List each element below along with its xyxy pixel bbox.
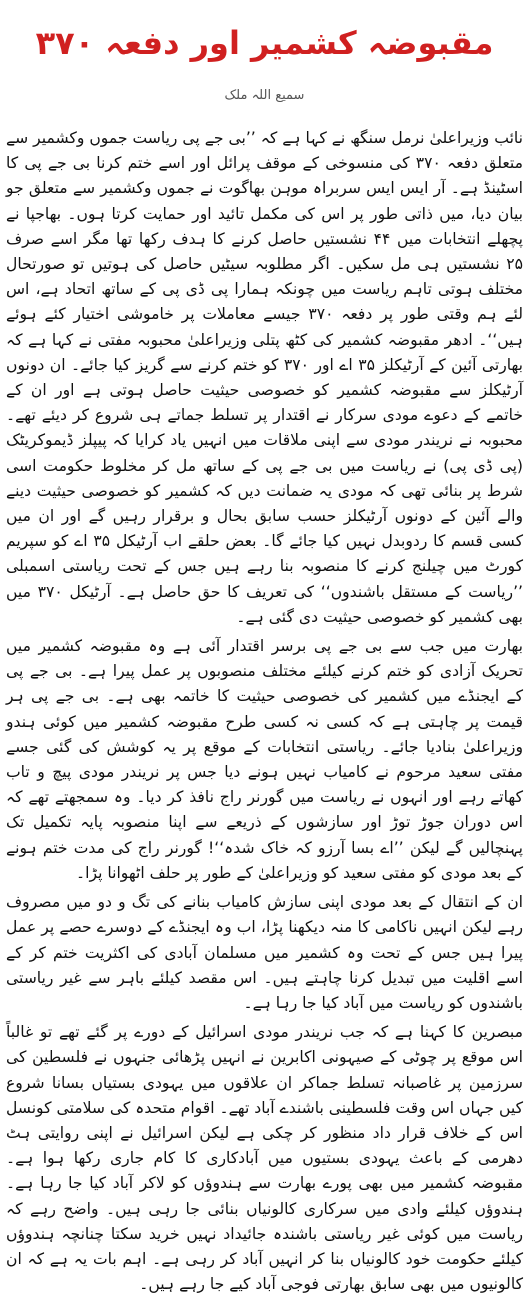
- article-paragraph: مبصرین کا کہنا ہے کہ جب نریندر مودی اسرائیل کے دورے پر گئے تھے تو غالباً اس موقع پر چوٹی کے صیہونی اکابرین نے انہیں پڑھائی جنہوں نے فلسطین کی سرزمین پر غاصبانہ تسلط جماکر ان علاقوں میں یہودی بستیاں بسانا شروع کیں جہاں اس وقت فلسطینی باشندے آباد تھے۔ اقوام متحدہ کی سلامتی کونسل اس کے خلاف قرار داد منظور کر چکی ہے لیکن اسرائیل نے اپنی روایتی ہٹ دھرمی کے باعث یہودی بستیوں میں آبادکاری کا کام جاری رکھا ہوا ہے۔ مقبوضہ کشمیر میں بھی پورے بھارت سے ہندوؤں کو لاکر آباد کیا جا رہا ہے۔ ہندوؤں کیلئے وادی میں سرکاری کالونیاں بنائی جا رہی ہیں۔ واضح رہے کہ ریاست میں کوئی غیر ریاستی باشندہ جائیداد نہیں خرید سکتا چنانچہ ہندوؤں کیلئے حکومت خود کالونیاں بنا کر انہیں آباد کر رہی ہے۔ اہم بات یہ ہے کہ ان کالونیوں میں بھی سابق بھارتی فوجی آباد کیے جا رہے ہیں۔: [6, 1023, 523, 1294]
- author-signature: سمیع اللہ ملک: [224, 88, 305, 103]
- article-title: مقبوضہ کشمیر اور دفعہ ۳۷۰: [35, 24, 494, 62]
- article-body: [6, 126, 523, 1301]
- article-paragraph: ان کے انتقال کے بعد مودی اپنی سازش کامیاب بنانے کی تگ و دو میں مصروف رہے لیکن انہیں ناکامی کا منہ دیکھنا پڑا، اب وہ ایجنڈے کے دوسرے حصے پر عمل پیرا ہیں جس کے تحت وہ کشمیر میں مسلمان آبادی کی اکثریت ختم کر کے اسے اقلیت میں تبدیل کرنا چاہتے ہیں۔ اس مقصد کیلئے باہر سے غیر ریاستی باشندوں کو ریاست میں آباد کیا جا رہا ہے۔: [6, 893, 523, 1012]
- article-paragraph: نائب وزیراعلیٰ نرمل سنگھ نے کہا ہے کہ ’’بی جے پی ریاست جموں وکشمیر سے متعلق دفعہ ۳۷۰ کی منسوخی کے موقف پرائل اور اسے ختم کرنا بی جے پی کا اسٹینڈ ہے۔ آر ایس ایس سربراہ موہن بھاگوت نے جموں وکشمیر سے متعلق جو بیان دیا، میں ذاتی طور پر اس کی مکمل تائید اور حمایت کرتا ہوں۔ بھاجپا نے پچھلے انتخابات میں ۴۴ نشستیں حاصل کرنے کا ہدف رکھا تھا مگر اسے صرف ۲۵ نشستیں ہی مل سکیں۔ اگر مطلوبہ سیٹیں حاصل کی ہوتیں تو صورتحال مختلف ہوتی تاہم ریاست میں چونکہ ہمارا پی ڈی پی کے ساتھ اتحاد ہے، اس لئے ہم وقتی طور پر دفعہ ۳۷۰ جیسے معاملات پر خاموشی اختیار کئے ہوئے ہیں‘‘۔ ادھر مقبوضہ کشمیر کی کٹھ پتلی وزیراعلیٰ محبوبہ مفتی نے کہا ہے کہ بھارتی آئین کے آرٹیکلز ۳۵ اے اور ۳۷۰ کو ختم کرنے سے گریز کیا جائے۔ ان دونوں آرٹیکلز سے مقبوضہ کشمیر کو خصوصی حیثیت حاصل ہوتی ہے اور ان کے خاتمے کے دعوے مودی سرکار نے اقتدار پر تسلط جماتے ہی شروع کر دیئے تھے۔ محبوبہ نے نریندر مودی سے اپنی ملاقات میں انہیں یاد کرایا کہ پیپلز ڈیموکریٹک (پی ڈی پی) نے ریاست میں بی جے پی کے ساتھ مل کر مخلوط حکومت اسی شرط پر بنائی تھی کہ مودی یہ ضمانت دیں کہ کشمیر کو خصوصی حیثیت دینے والے آئین کے دونوں آرٹیکلز حسب سابق بحال و برقرار رہیں گے اور ان میں کسی قسم کا ردوبدل نہیں کیا جائے گا۔ بعض حلقے اب آرٹیکل ۳۵ اے کو سپریم کورٹ میں چیلنج کرنے کا منصوبہ بنا رہے ہیں جس کے تحت ریاستی اسمبلی ’’ریاست کے مستقل باشندوں‘‘ کی تعریف کا حق حاصل ہے۔ آرٹیکل ۳۷۰ میں بھی کشمیر کو خصوصی حیثیت دی گئی ہے۔: [6, 129, 524, 626]
- article-paragraph: بھارت میں جب سے بی جے پی برسر اقتدار آئی ہے وہ مقبوضہ کشمیر میں تحریک آزادی کو ختم کرنے کیلئے مختلف منصوبوں پر عمل پیرا ہے۔ بی جے پی کے ایجنڈے میں کشمیر کی خصوصی حیثیت کا خاتمہ بھی ہے۔ بی جے پی ہر قیمت پر چاہتی ہے کہ کسی نہ کسی طرح مقبوضہ کشمیر میں کوئی ہندو وزیراعلیٰ بنادیا جائے۔ ریاستی انتخابات کے موقع پر یہ کوشش کی گئی جسے مفتی سعید مرحوم نے کامیاب نہیں ہونے دیا جس پر نریندر مودی پیچ و تاب کھاتے رہے اور انہوں نے ریاست میں گورنر راج نافذ کر دیا۔ وہ سمجھتے تھے کہ اس دوران جوڑ توڑ اور سازشوں کے ذریعے سے اپنا منصوبہ پایہ تکمیل تک پہنچالیں گے لیکن ’’اے بسا آرزو کہ خاک شدہ‘‘! گورنر راج کی مدت ختم ہونے کے بعد مودی کو مفتی سعید کو وزیراعلیٰ کے طور پر حلف اٹھوانا پڑا۔: [6, 637, 523, 882]
